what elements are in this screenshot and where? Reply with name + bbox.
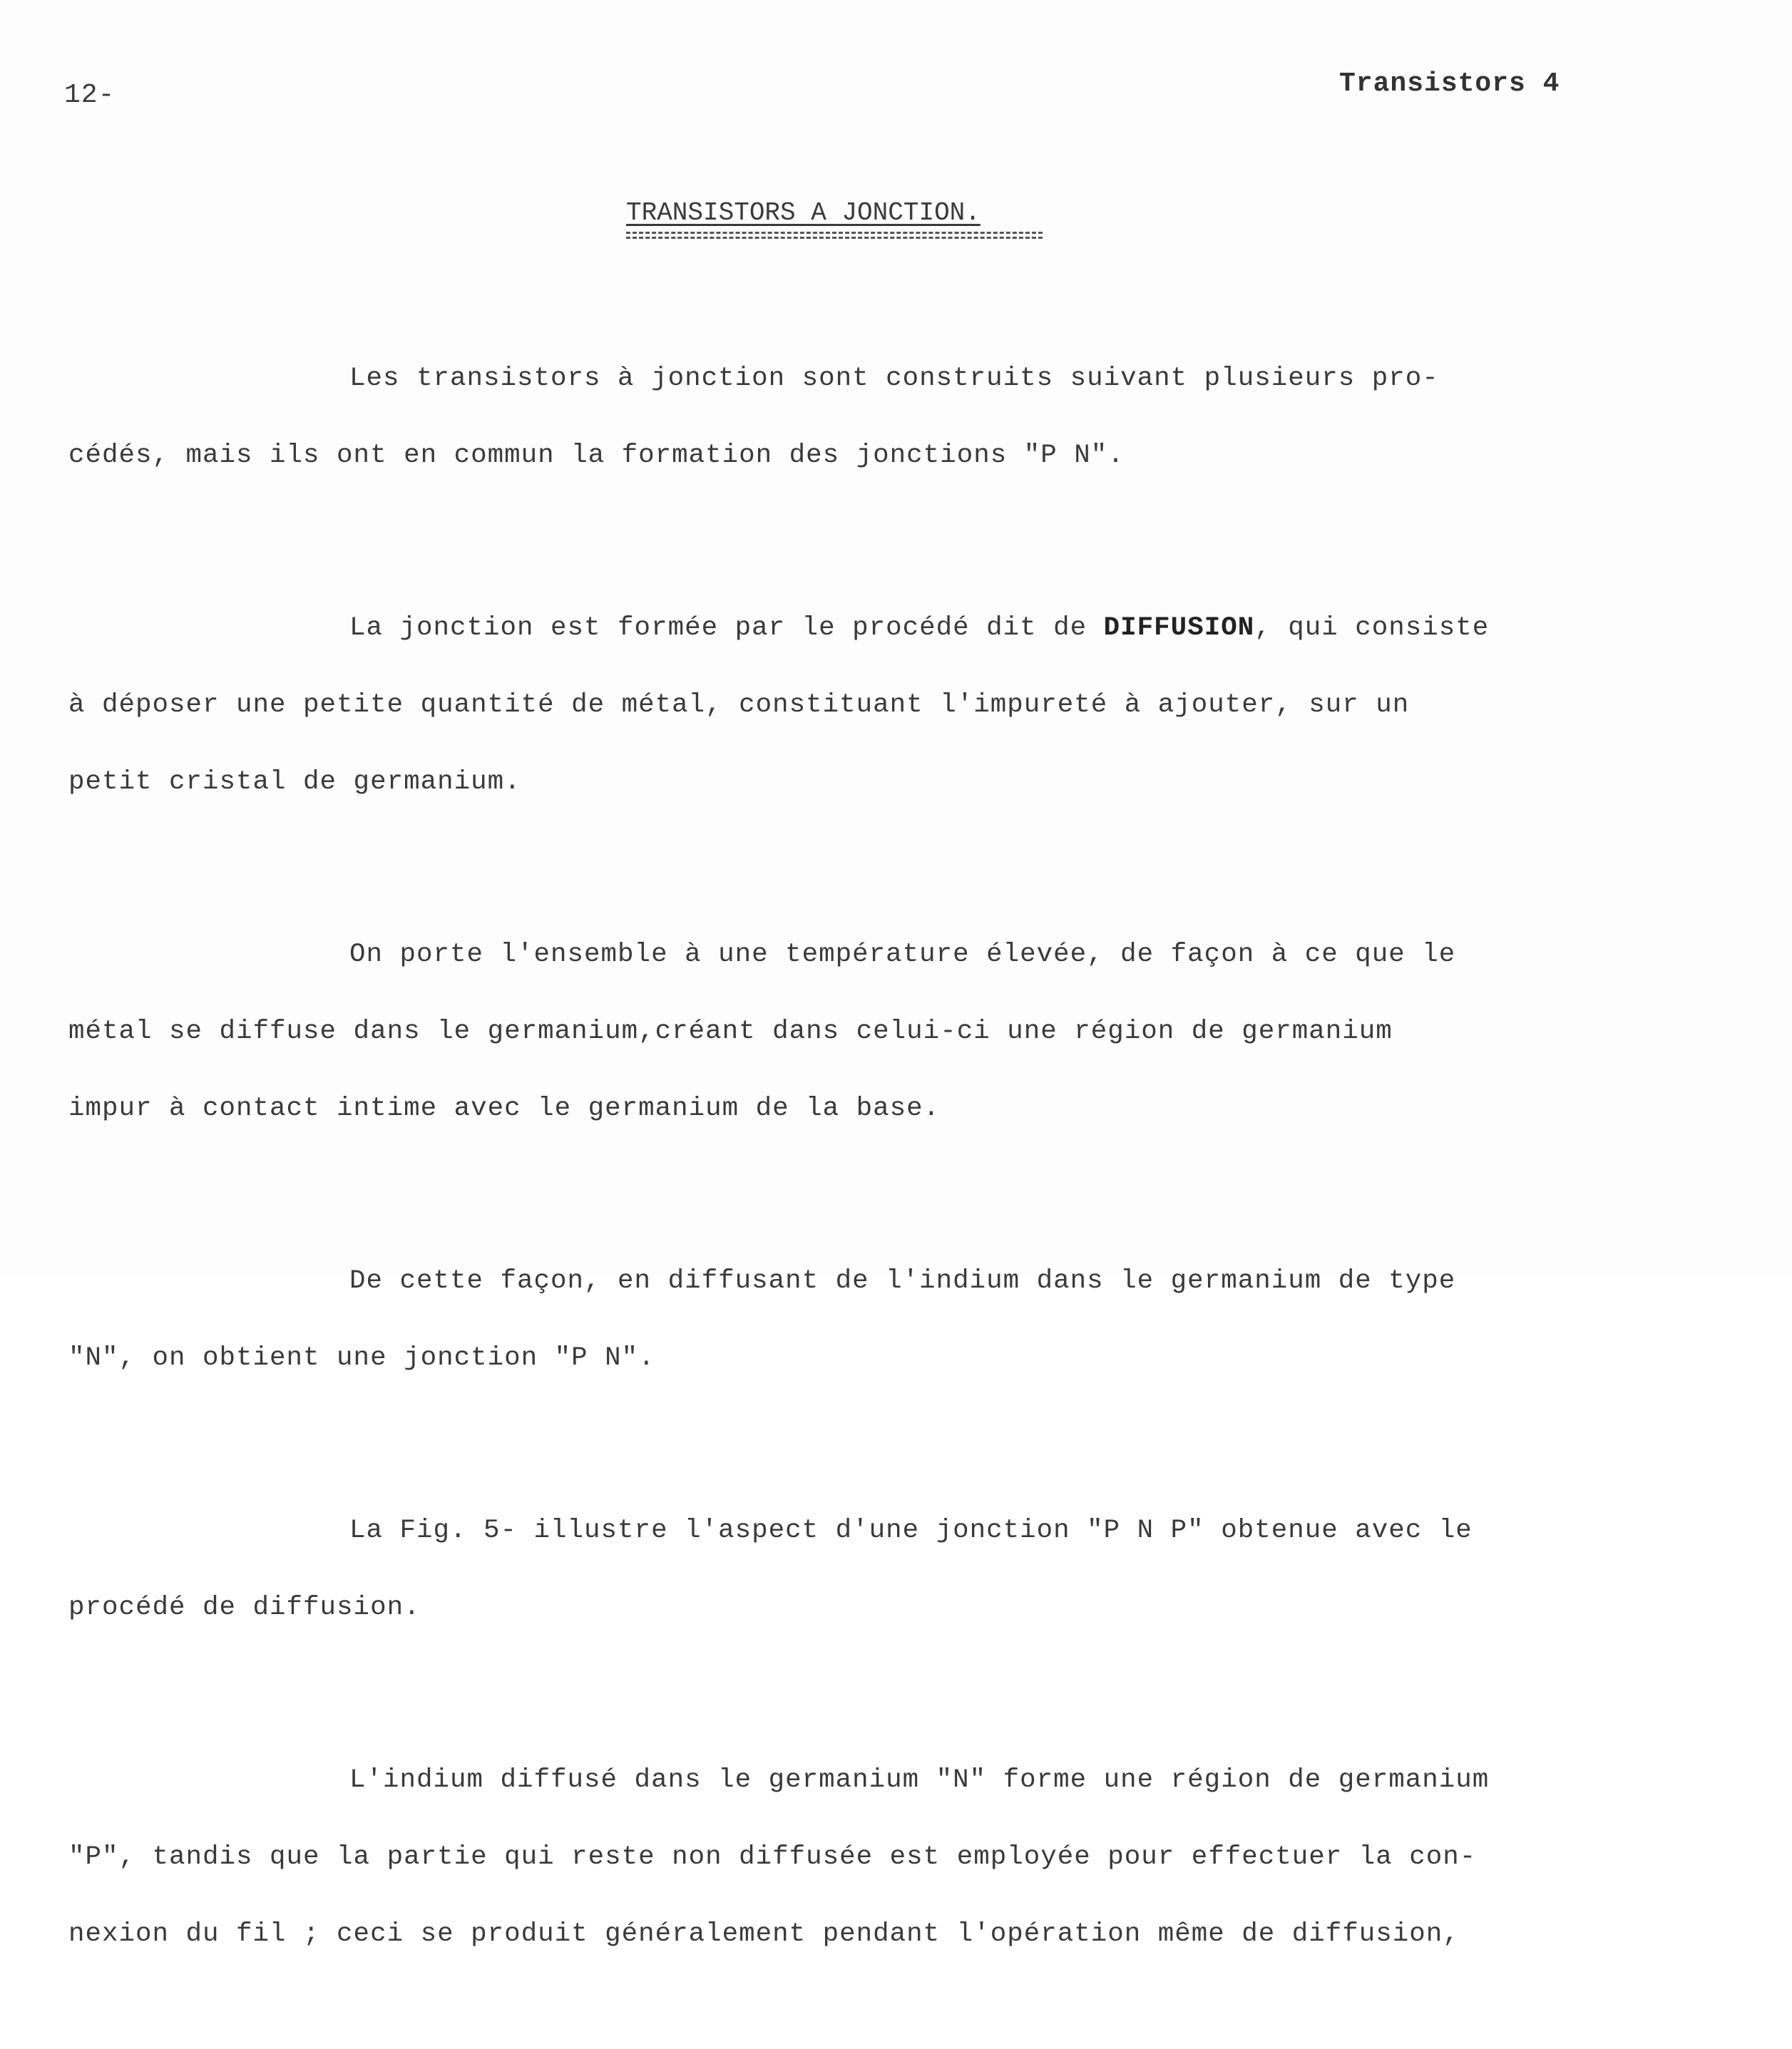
page-number: 12- [64, 80, 116, 111]
paragraph-line: L'indium diffusé dans le germanium "N" forme une région de germanium [349, 1765, 1490, 1795]
paragraph-line: Les transistors à jonction sont construits suivant plusieurs pro- [349, 364, 1439, 394]
paragraph-line: "P", tandis que la partie qui reste non diffusée est employée pour effectuer la con- [68, 1842, 1477, 1872]
paragraph-line-end: , qui consiste [1254, 613, 1490, 643]
paragraph-line: De cette façon, en diffusant de l'indium dans le germanium de type [349, 1266, 1456, 1296]
paragraph-3 [68, 897, 1637, 1166]
running-title: Transistors 4 [1339, 68, 1560, 99]
section-title: TRANSISTORS A JONCTION. [626, 198, 981, 227]
paragraph-line-with-emphasis [68, 609, 1637, 647]
paragraph-1 [68, 321, 1637, 513]
paragraph-line: petit cristal de germanium. [68, 767, 521, 797]
paragraph-6 [68, 1722, 1637, 1992]
document-body [68, 321, 1637, 2049]
emphasis-term: DIFFUSION [1103, 613, 1255, 643]
paragraph-line: La Fig. 5- illustre l'aspect d'une jonction "P N P" obtenue avec le [349, 1516, 1473, 1546]
paragraph-line: cédés, mais ils ont en commun la formation des jonctions "P N". [68, 441, 1125, 471]
paragraph-line: à déposer une petite quantité de métal, constituant l'impureté à ajouter, sur un [68, 690, 1410, 720]
paragraph-5 [68, 1473, 1637, 1665]
paragraph-line: nexion du fil ; ceci se produit généralement pendant l'opération même de diffusion, [68, 1919, 1460, 1949]
paragraph-4 [68, 1223, 1637, 1416]
title-underline-decoration [626, 232, 1043, 239]
paragraph-line-start: La jonction est formée par le procédé dit de [349, 613, 1104, 643]
paragraph-line: procédé de diffusion. [68, 1593, 421, 1623]
section-title-block [626, 198, 1054, 239]
paragraph-line: "N", on obtient une jonction "P N". [68, 1343, 655, 1373]
paragraph-line: On porte l'ensemble à une température élevée, de façon à ce que le [349, 940, 1456, 970]
paragraph-line: impur à contact intime avec le germanium de la base. [68, 1094, 941, 1124]
paragraph-line: métal se diffuse dans le germanium,créant dans celui-ci une région de germanium [68, 1017, 1393, 1047]
paragraph-2 [68, 570, 1637, 840]
